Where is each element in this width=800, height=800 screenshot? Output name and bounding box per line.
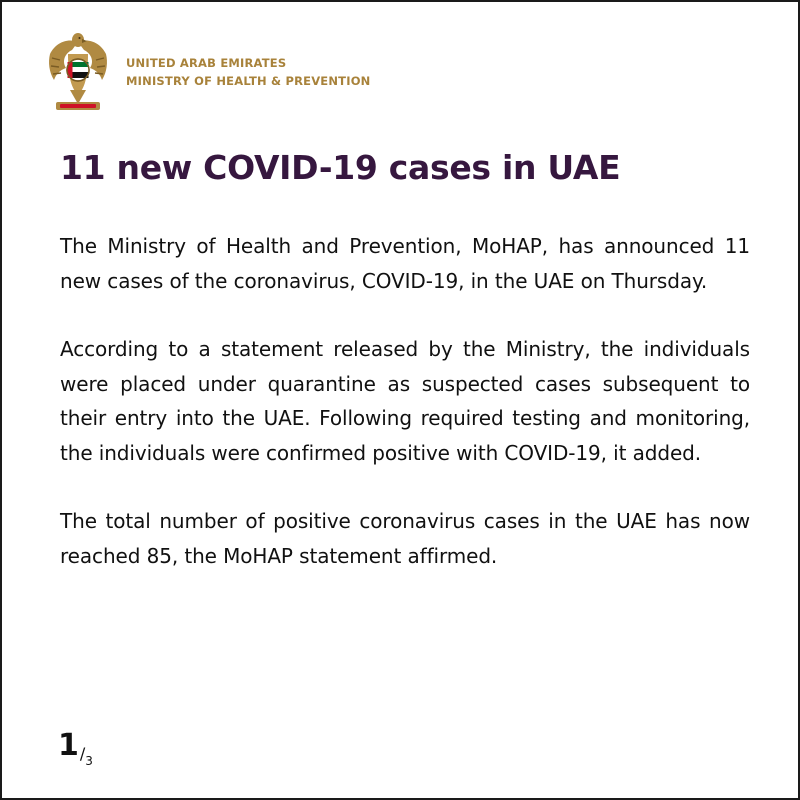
page-total: 3 xyxy=(85,754,93,768)
page-indicator xyxy=(58,728,93,768)
paragraph-announcement: The Ministry of Health and Prevention, MoHAP, has announced 11 new cases of the coronavirus, COVID-19, in the UAE on Thursday. xyxy=(60,234,750,293)
page-separator: / xyxy=(79,744,86,763)
page-current: 1 xyxy=(58,728,79,763)
uae-eagle-emblem-icon xyxy=(46,28,110,114)
article-body xyxy=(60,229,750,607)
paragraph-statement: According to a statement released by the Ministry, the individuals were placed under quarantine as suspected cases subsequent to their entry into the UAE. Following required testing and monitoring, the individuals were confirmed positive with COVID-19, it added. xyxy=(60,337,750,465)
headline: 11 new COVID-19 cases in UAE xyxy=(60,148,621,187)
org-line-country: UNITED ARAB EMIRATES xyxy=(126,56,287,70)
paragraph-total: The total number of positive coronavirus cases in the UAE has now reached 85, the MoHAP statement affirmed. xyxy=(60,509,750,568)
org-line-ministry: MINISTRY OF HEALTH & PREVENTION xyxy=(126,74,371,88)
ministry-name xyxy=(126,54,371,90)
